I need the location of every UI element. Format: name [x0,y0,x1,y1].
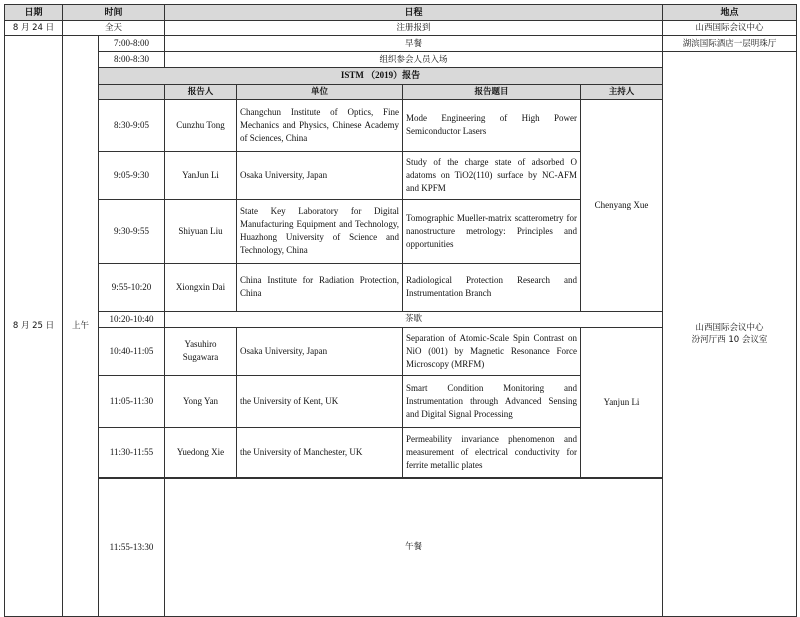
host-session2: Yanjun Li [581,327,663,477]
talk-speaker: Shiyuan Liu [165,199,237,263]
lunch-event: 午餐 [165,478,663,616]
talk-time: 8:30-9:05 [99,99,165,151]
day1-date: 8 月 24 日 [5,21,63,36]
day1-row [5,21,797,36]
talk-title: Study of the charge state of adsorbed O adatoms on TiO2(110) surface by NC-AFM and KPFM [403,151,581,199]
talk-title: Smart Condition Monitoring and Instrumentation through Advanced Sensing and Digital Signal Processing [403,375,581,427]
day2-date: 8 月 25 日 [5,36,63,617]
schedule-table [4,4,797,617]
col-speaker: 报告人 [165,84,237,99]
talk-title: Radiological Protection Research and Instrumentation Branch [403,263,581,311]
header-time: 时间 [63,5,165,21]
talk-time: 9:05-9:30 [99,151,165,199]
talk-speaker: YanJun Li [165,151,237,199]
tea-time: 10:20-10:40 [99,311,165,327]
day1-event: 注册报到 [165,21,663,36]
checkin-event: 组织参会人员入场 [165,52,663,68]
talk-speaker: Yasuhiro Sugawara [165,327,237,375]
blank-header [99,84,165,99]
col-title: 报告题目 [403,84,581,99]
day1-venue: 山西国际会议中心 [663,21,797,36]
schedule-page [4,4,796,617]
lunch-time: 11:55-13:30 [99,478,165,616]
talk-title: Permeability invariance phenomenon and measurement of electrical conductivity for ferrite metallic plates [403,427,581,477]
talk-time: 11:05-11:30 [99,375,165,427]
main-venue [663,52,797,617]
talk-speaker: Yong Yan [165,375,237,427]
talk-affiliation: Changchun Institute of Optics, Fine Mechanics and Physics, Chinese Academy of Sciences, China [237,99,403,151]
talk-title: Tomographic Mueller-matrix scatterometry for nanostructure metrology: Principles and opportunities [403,199,581,263]
breakfast-time: 7:00-8:00 [99,36,165,52]
header-date: 日期 [5,5,63,21]
header-venue: 地点 [663,5,797,21]
tea-event: 茶歇 [165,311,663,327]
main-venue-text: 山西国际会议中心 汾河厅西 10 会议室 [691,323,768,346]
talk-time: 10:40-11:05 [99,327,165,375]
talk-speaker: Yuedong Xie [165,427,237,477]
talk-time: 11:30-11:55 [99,427,165,477]
breakfast-event: 早餐 [165,36,663,52]
header-agenda: 日程 [165,5,663,21]
talk-affiliation: Osaka University, Japan [237,151,403,199]
checkin-time: 8:00-8:30 [99,52,165,68]
talk-time: 9:30-9:55 [99,199,165,263]
day2-period: 上午 [63,36,99,617]
breakfast-row [5,36,797,52]
talk-speaker: Xiongxin Dai [165,263,237,311]
talk-affiliation: the University of Manchester, UK [237,427,403,477]
talk-affiliation: China Institute for Radiation Protection, China [237,263,403,311]
talk-time: 9:55-10:20 [99,263,165,311]
header-row [5,5,797,21]
talk-affiliation: Osaka University, Japan [237,327,403,375]
day1-time: 全天 [63,21,165,36]
talk-speaker: Cunzhu Tong [165,99,237,151]
col-affiliation: 单位 [237,84,403,99]
breakfast-venue: 湖滨国际酒店一层明珠厅 [663,36,797,52]
talk-title: Separation of Atomic-Scale Spin Contrast on NiO (001) by Magnetic Resonance Force Microscopy (MRFM) [403,327,581,375]
talk-affiliation: State Key Laboratory for Digital Manufacturing Equipment and Technology, Huazhong University of Science and Technology, China [237,199,403,263]
checkin-row [5,52,797,68]
conference-title: ISTM （2019）报告 [99,68,663,84]
host-session1: Chenyang Xue [581,99,663,311]
talk-title: Mode Engineering of High Power Semiconductor Lasers [403,99,581,151]
talk-affiliation: the University of Kent, UK [237,375,403,427]
col-host: 主持人 [581,84,663,99]
